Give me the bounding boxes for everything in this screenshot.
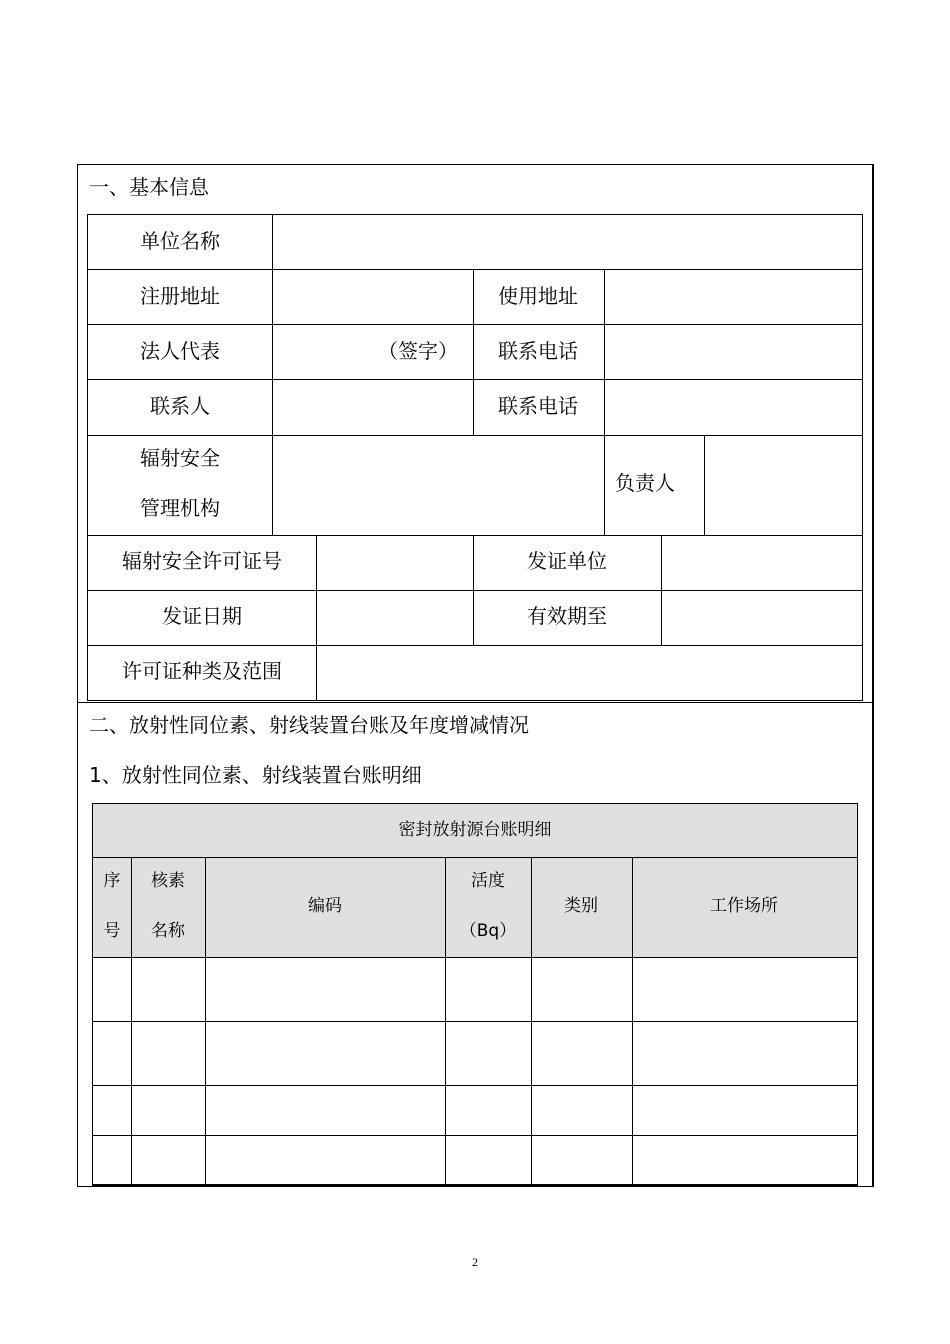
signature-note: （签字） bbox=[378, 339, 458, 363]
col-code: 编码 bbox=[308, 896, 342, 916]
person-in-charge-field[interactable] bbox=[705, 436, 862, 535]
section-2-heading: 二、放射性同位素、射线装置台账及年度增减情况 bbox=[89, 713, 529, 737]
section-2-subheading: 1、放射性同位素、射线装置台账明细 bbox=[89, 763, 422, 787]
contact-phone-label-2: 联系电话 bbox=[498, 394, 578, 418]
table-row[interactable] bbox=[93, 1022, 857, 1085]
issue-date-label: 发证日期 bbox=[162, 604, 242, 628]
contact-person-field[interactable] bbox=[273, 380, 473, 435]
rad-safety-org-label-line2: 管理机构 bbox=[140, 496, 220, 520]
contact-phone-label: 联系电话 bbox=[498, 339, 578, 363]
col-seq-line2: 号 bbox=[103, 921, 121, 941]
use-address-label: 使用地址 bbox=[498, 284, 578, 308]
rad-safety-org-field[interactable] bbox=[273, 436, 604, 535]
col-nuclide-line2: 名称 bbox=[151, 921, 185, 941]
issue-date-field[interactable] bbox=[317, 591, 473, 645]
license-number-label: 辐射安全许可证号 bbox=[122, 549, 282, 573]
unit-name-field[interactable] bbox=[273, 215, 862, 269]
section-divider bbox=[77, 702, 874, 703]
registered-address-label: 注册地址 bbox=[140, 284, 220, 308]
person-in-charge-label: 负责人 bbox=[615, 471, 675, 495]
license-scope-field[interactable] bbox=[317, 646, 862, 700]
registered-address-field[interactable] bbox=[273, 270, 473, 324]
unit-name-label: 单位名称 bbox=[140, 229, 220, 253]
legal-rep-phone-field[interactable] bbox=[605, 325, 862, 379]
issuer-label: 发证单位 bbox=[527, 549, 607, 573]
license-number-field[interactable] bbox=[317, 536, 473, 590]
col-seq-line1: 序 bbox=[103, 871, 121, 891]
col-category: 类别 bbox=[564, 896, 598, 916]
issuer-field[interactable] bbox=[662, 536, 862, 590]
contact-person-label: 联系人 bbox=[150, 394, 210, 418]
page-number: 2 bbox=[472, 1255, 478, 1269]
table-row[interactable] bbox=[93, 1086, 857, 1135]
valid-until-label: 有效期至 bbox=[527, 604, 607, 628]
section-1-heading: 一、基本信息 bbox=[89, 175, 209, 199]
rad-safety-org-label-line1: 辐射安全 bbox=[140, 446, 220, 470]
legal-representative-label: 法人代表 bbox=[140, 339, 220, 363]
col-activity-line2: （Bq） bbox=[459, 921, 517, 941]
license-scope-label: 许可证种类及范围 bbox=[122, 659, 282, 683]
col-workplace: 工作场所 bbox=[710, 896, 778, 916]
table-row[interactable] bbox=[93, 958, 857, 1021]
use-address-field[interactable] bbox=[605, 270, 862, 324]
contact-person-phone-field[interactable] bbox=[605, 380, 862, 435]
table-title: 密封放射源台账明细 bbox=[398, 820, 552, 840]
valid-until-field[interactable] bbox=[662, 591, 862, 645]
col-nuclide-line1: 核素 bbox=[151, 871, 185, 891]
table-row[interactable] bbox=[93, 1136, 857, 1184]
col-activity-line1: 活度 bbox=[471, 871, 505, 891]
